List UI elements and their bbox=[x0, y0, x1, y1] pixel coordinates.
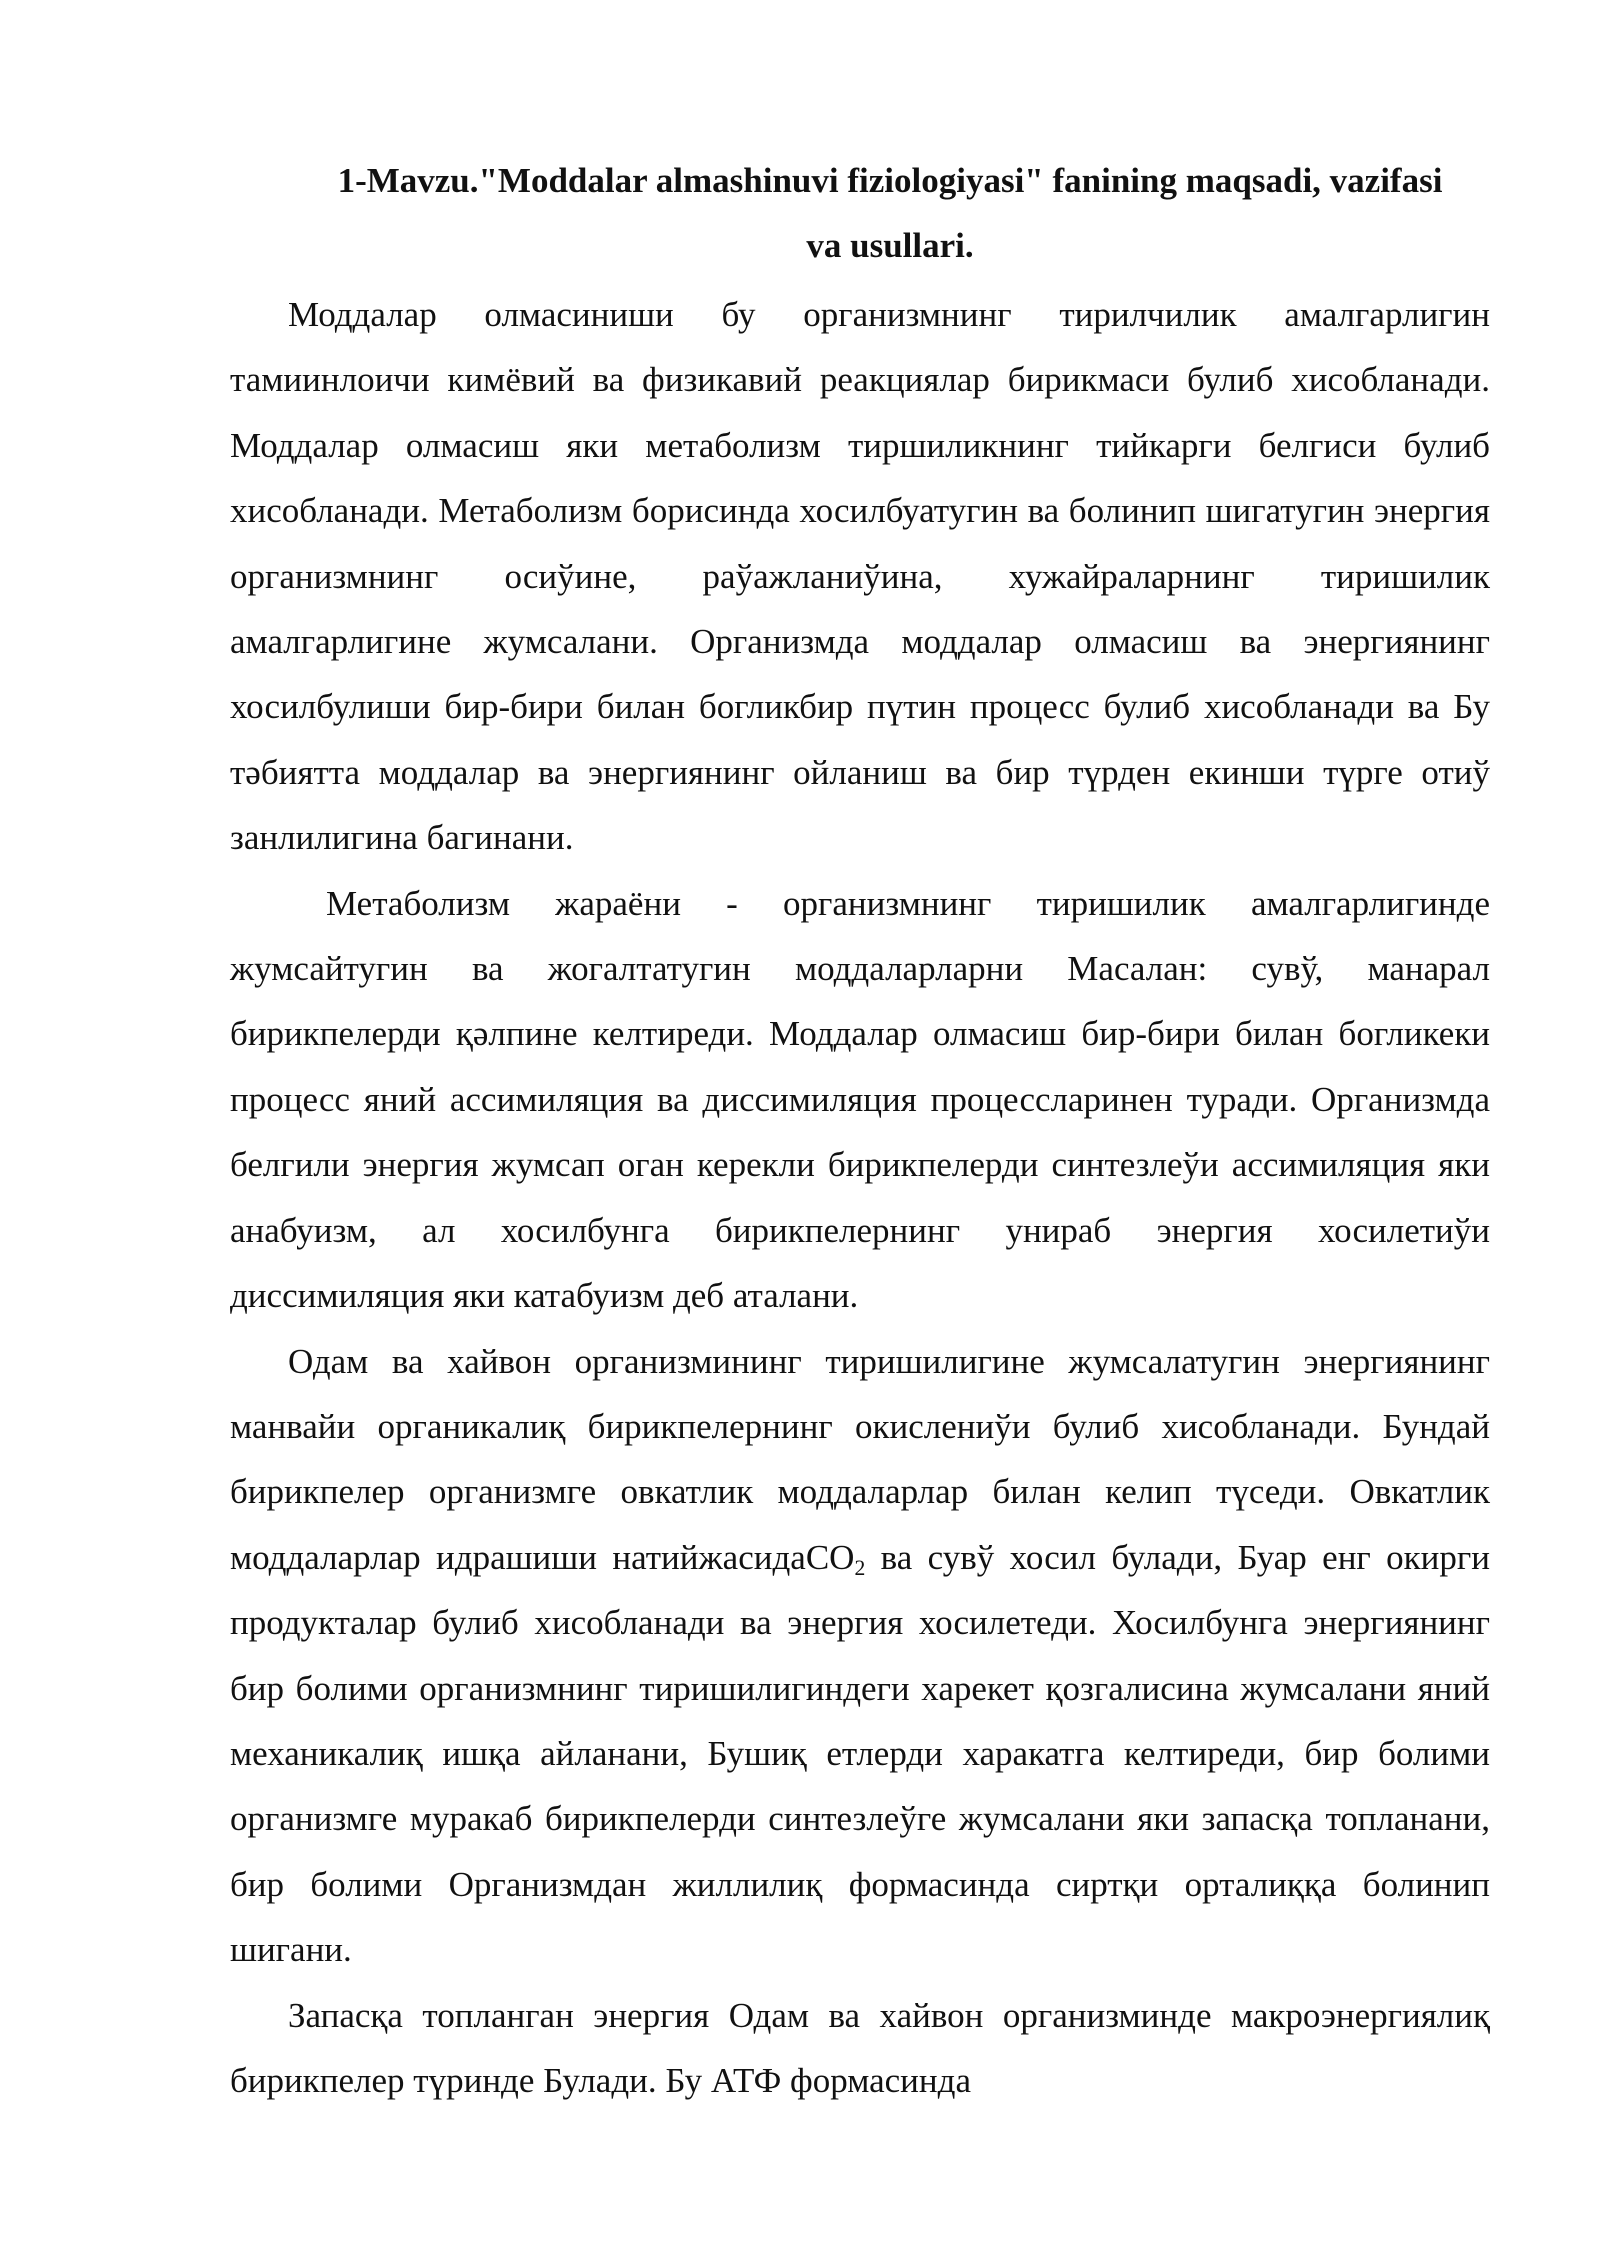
paragraph-energy-source bbox=[230, 1329, 1490, 1983]
co2-formula bbox=[805, 1537, 866, 1580]
paragraph-metabolism-process: Метаболизм жараёни - организмнинг тиришилик амалгарлигинде жумсайтугин ва жогалтатугин моддаларларни Масалан: сувў, манарал бирикпелерди қәлпине келтиреди. Моддалар олмасиш бир-бири билан богликеки процесс яний ассимиляция ва диссимиляция процессларинен туради. Организмда белгили энергия жумсап оган керекли бирикпелерди синтезлеўи ассимиляция яки анабуизм, ал хосилбунга бирикпелернинг унираб энергия хосилетиўи диссимиляция яки катабуизм деб аталани. bbox=[230, 883, 1490, 1316]
title-line-1: 1-Mavzu."Moddalar almashinuvi fiziologiyasi" fanining maqsadi, vazifasi bbox=[337, 161, 1443, 200]
paragraph-energy-source-text-start: Одам ва хайвон организмининг тиришилигине жумсалатугин энергиянинг манвайи органикалиқ бирикпелернинг окислениўи булиб хисобланади. Бундай бирикпелер организмге овкатлик моддаларлар билан келип түседи. Овкатлик моддаларлар идрашиши натийжасида bbox=[230, 1341, 1490, 1577]
document-page bbox=[230, 148, 1490, 2113]
title-line-2: va usullari. bbox=[806, 226, 974, 265]
document-title bbox=[230, 148, 1490, 278]
paragraph-energy-storage: Запасқа топланган энергия Одам ва хайвон организминде макроэнергиялиқ бирикпелер түринде Булади. Бу АТФ формасинда bbox=[230, 1995, 1490, 2100]
co2-formula-base: CO bbox=[805, 1537, 855, 1577]
paragraph-metabolism-definition: Моддалар олмасиниши бу организмнинг тирилчилик амалгарлигин тамиинлоичи кимёвий ва физикавий реакциялар бирикмаси булиб хисобланади. Моддалар олмасиш яки метаболизм тиршиликнинг тийкарги белгиси булиб хисобланади. Метаболизм борисинда хосилбуатугин ва болинип шигатугин энергия организмнинг осиўине, раўажланиўина, хужайраларнинг тиришилик амалгарлигине жумсалани. Организмда моддалар олмасиш ва энергиянинг хосилбулиши бир-бири билан богликбир пүтин процесс булиб хисобланади ва Бу тәбиятта моддалар ва энергиянинг ойланиш ва бир түрден екинши түрге отиў занлилигина багинани. bbox=[230, 295, 1490, 858]
co2-formula-subscript: 2 bbox=[854, 1555, 866, 1580]
paragraph-energy-source-text-end: ва сувў хосил булади, Буар енг окирги продукталар булиб хисобланади ва энергия хосилетеди. Хосилбунга энергиянинг бир болими организмнинг тиришилигиндеги харекет қозгалисина жумсалани яний механикалиқ ишқа айланани, Бушиқ етлерди харакатга келтиреди, бир болими организмге муракаб бирикпелерди синтезлеўге жумсалани яки запасқа топланани, бир болими Организмдан жиллилиқ формасинда сиртқи орталиққа болинип шигани. bbox=[230, 1537, 1490, 1970]
